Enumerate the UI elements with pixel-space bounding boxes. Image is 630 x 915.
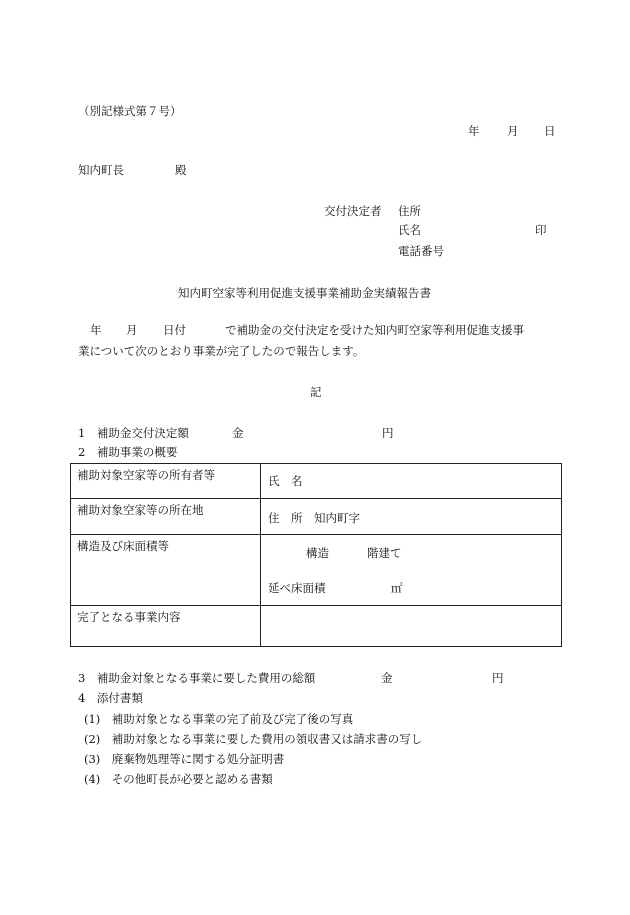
list-item: (4) その他町長が必要と認める書類 xyxy=(84,772,273,786)
date-day: 日 xyxy=(544,124,556,138)
table-cell-structure-value xyxy=(261,535,562,571)
applicant-seal-label: 印 xyxy=(535,223,547,237)
applicant-address-label: 住所 xyxy=(398,204,421,218)
table-cell-floor-area xyxy=(261,571,562,606)
list-item: (1) 補助対象となる事業の完了前及び完了後の写真 xyxy=(84,712,354,726)
body-text-line-1: で補助金の交付決定を受けた知内町空家等利用促進支援事 xyxy=(225,323,524,337)
item-2-label: 2 補助事業の概要 xyxy=(78,445,178,459)
table-cell-structure-label xyxy=(71,535,261,606)
item-3-kin: 金 xyxy=(381,671,393,685)
body-day-ref: 日付 xyxy=(163,323,186,337)
body-text-line-2: 業について次のとおり事業が完了したので報告します。 xyxy=(78,344,365,358)
structure-value-b: 階建て xyxy=(367,546,402,560)
location-value: 住 所 知内町字 xyxy=(268,511,360,525)
addressee-title: 知内町長 xyxy=(78,163,124,177)
addressee-honorific: 殿 xyxy=(175,163,187,177)
table-cell-owner-value xyxy=(261,464,562,499)
document-title: 知内町空家等利用促進支援事業補助金実績報告書 xyxy=(178,286,431,300)
applicant-name-label: 氏名 xyxy=(398,223,421,237)
item-1-yen: 円 xyxy=(382,426,394,440)
item-3-label: 3 補助金対象となる事業に要した費用の総額 xyxy=(78,671,316,685)
list-item: (2) 補助対象となる事業に要した費用の領収書又は請求書の写し xyxy=(84,732,423,746)
owner-value: 氏 名 xyxy=(268,474,303,488)
project-overview-table xyxy=(70,463,562,647)
list-item: (3) 廃棄物処理等に関する処分証明書 xyxy=(84,752,285,766)
table-row-structure xyxy=(71,535,562,571)
ki-heading: 記 xyxy=(310,385,322,399)
location-label: 補助対象空家等の所在地 xyxy=(77,503,204,517)
table-cell-location-label xyxy=(71,499,261,535)
item-4-label: 4 添付書類 xyxy=(78,691,143,705)
floor-area-label: 延べ床面積 xyxy=(268,580,326,595)
form-number: （別記様式第７号） xyxy=(78,104,182,118)
table-row-completion xyxy=(71,606,562,647)
date-month: 月 xyxy=(507,124,519,138)
applicant-role: 交付決定者 xyxy=(324,204,382,218)
item-1-kin: 金 xyxy=(232,426,244,440)
body-year: 年 xyxy=(90,323,102,337)
structure-label: 構造及び床面積等 xyxy=(77,539,169,553)
table-row-location xyxy=(71,499,562,535)
table-cell-owner-label xyxy=(71,464,261,499)
table-cell-completion-value xyxy=(261,606,562,647)
date-year: 年 xyxy=(468,124,480,138)
floor-area-unit: ㎡ xyxy=(391,580,403,595)
item-3-yen: 円 xyxy=(492,671,504,685)
completion-label: 完了となる事業内容 xyxy=(77,610,181,624)
item-1-label: 1 補助金交付決定額 xyxy=(78,426,189,440)
owner-label: 補助対象空家等の所有者等 xyxy=(77,468,215,482)
applicant-phone-label: 電話番号 xyxy=(398,244,444,258)
table-row-owner xyxy=(71,464,562,499)
structure-value-a: 構造 xyxy=(306,546,329,560)
table-cell-location-value xyxy=(261,499,562,535)
table-cell-completion-label xyxy=(71,606,261,647)
body-month: 月 xyxy=(126,323,138,337)
